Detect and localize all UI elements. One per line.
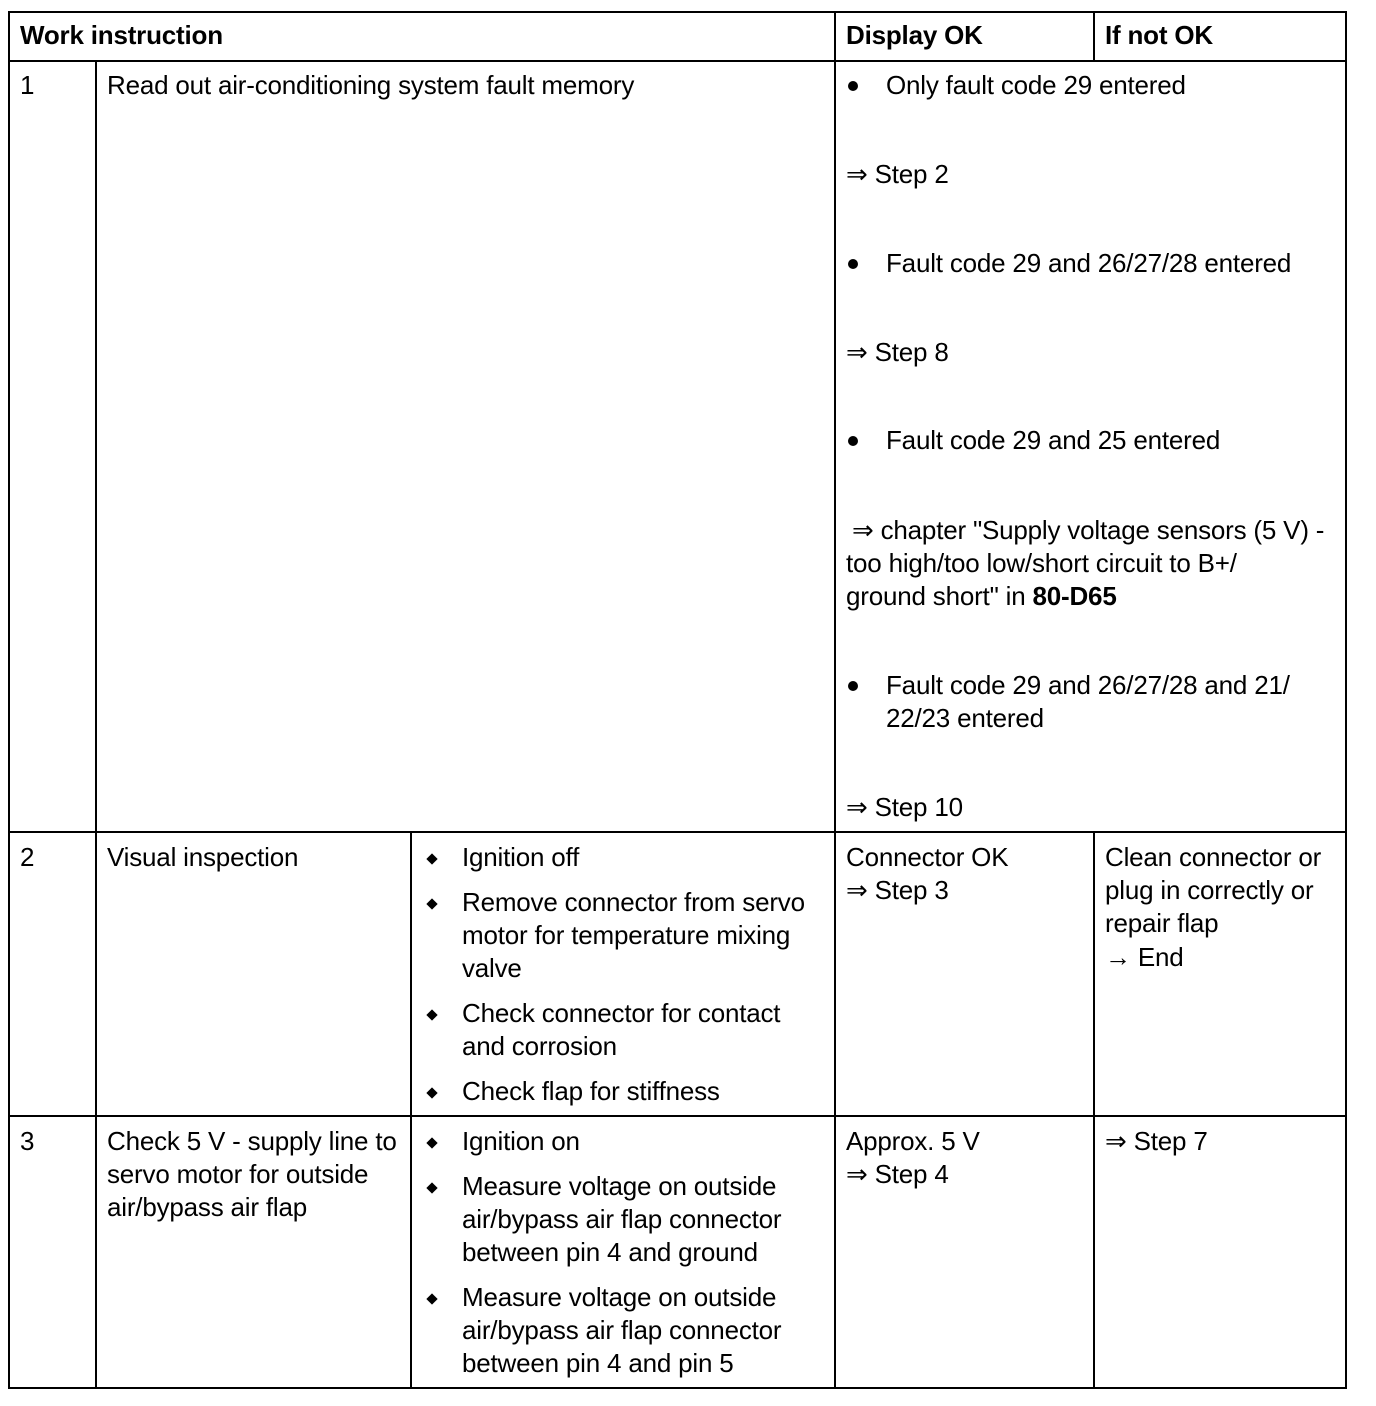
- row-1-goto-3-text: ground short" in: [846, 581, 1033, 611]
- row-2-step-1: Ignition off: [462, 842, 580, 872]
- bullet-icon: [848, 81, 858, 91]
- header-display-ok: Display OK: [846, 20, 983, 50]
- row-3-step-2-line3: between pin 4 and ground: [462, 1237, 758, 1267]
- row-1-goto-4: ⇒ Step 10: [846, 792, 963, 822]
- chapter-reference-link[interactable]: 80-D65: [1032, 581, 1117, 611]
- row-3-instruction-line3: air/bypass air flap: [107, 1192, 307, 1222]
- row-3-display-ok-line2: ⇒ Step 4: [846, 1159, 949, 1189]
- bullet-icon: [848, 681, 858, 691]
- row-3-instruction-line2: servo motor for outside: [107, 1159, 369, 1189]
- row-3-step-2-line1: Measure voltage on outside: [462, 1171, 777, 1201]
- row-3-instruction-line1: Check 5 V - supply line to: [107, 1126, 397, 1156]
- work-instruction-table: [8, 11, 1347, 1389]
- diamond-bullet-icon: [426, 1087, 437, 1098]
- diamond-bullet-icon: [426, 1293, 437, 1304]
- row-1-goto-2: ⇒ Step 8: [846, 337, 949, 367]
- table-border-top: [8, 11, 1347, 13]
- row-2-step-3-line1: Check connector for contact: [462, 998, 781, 1028]
- table-border-left: [8, 11, 10, 1389]
- row-2-display-ok-line1: Connector OK: [846, 842, 1009, 872]
- row-2-step-3-line2: and corrosion: [462, 1031, 617, 1061]
- diamond-bullet-icon: [426, 898, 437, 909]
- row-2-display-ok-line2: ⇒ Step 3: [846, 875, 949, 905]
- row-1-goto-3-line3: [846, 580, 1117, 613]
- row-1-number: 1: [20, 70, 35, 100]
- header-divider: [8, 60, 1347, 62]
- row-1-goto-1: ⇒ Step 2: [846, 159, 949, 189]
- row-2-not-ok-line1: Clean connector or: [1105, 842, 1322, 872]
- row-1-goto-3-line1: ⇒ chapter "Supply voltage sensors (5 V) -: [852, 515, 1325, 545]
- row-2-step-2-line2: motor for temperature mixing: [462, 920, 791, 950]
- header-if-not-ok: If not OK: [1105, 20, 1213, 50]
- col-divider-display: [834, 11, 836, 1389]
- row-1-result-3: Fault code 29 and 25 entered: [886, 425, 1221, 455]
- row-3-step-1: Ignition on: [462, 1126, 580, 1156]
- col-divider-notok-head: [1093, 11, 1095, 62]
- row-3-display-ok-line1: Approx. 5 V: [846, 1126, 980, 1156]
- diamond-bullet-icon: [426, 853, 437, 864]
- row-2-step-4: Check flap for stiffness: [462, 1076, 720, 1106]
- row-3-step-3-line2: air/bypass air flap connector: [462, 1315, 782, 1345]
- row-1-result-2: Fault code 29 and 26/27/28 entered: [886, 248, 1292, 278]
- bullet-icon: [848, 436, 858, 446]
- row-3-number: 3: [20, 1126, 35, 1156]
- row-1-result-4-line2: 22/23 entered: [886, 703, 1044, 733]
- col-divider-notok: [1093, 831, 1095, 1389]
- row-3-not-ok-line1: ⇒ Step 7: [1105, 1126, 1208, 1156]
- header-work-instruction: Work instruction: [20, 20, 223, 50]
- row-3-step-3-line3: between pin 4 and pin 5: [462, 1348, 734, 1378]
- bullet-icon: [848, 259, 858, 269]
- diamond-bullet-icon: [426, 1137, 437, 1148]
- col-divider-num: [95, 60, 97, 1389]
- row-2-number: 2: [20, 842, 35, 872]
- row-2-step-2-line1: Remove connector from servo: [462, 887, 805, 917]
- row-1-instruction: Read out air-conditioning system fault memory: [107, 70, 635, 100]
- row-2-step-2-line3: valve: [462, 953, 522, 983]
- row-1-result-1: Only fault code 29 entered: [886, 70, 1186, 100]
- row-3-step-3-line1: Measure voltage on outside: [462, 1282, 777, 1312]
- row-2-not-ok-line3: repair flap: [1105, 908, 1219, 938]
- row-1-goto-3-line2: too high/too low/short circuit to B+/: [846, 548, 1237, 578]
- row-2-instruction: Visual inspection: [107, 842, 299, 872]
- row-1-result-4-line1: Fault code 29 and 26/27/28 and 21/: [886, 670, 1290, 700]
- table-border-bottom: [8, 1387, 1347, 1389]
- row-3-step-2-line2: air/bypass air flap connector: [462, 1204, 782, 1234]
- diamond-bullet-icon: [426, 1009, 437, 1020]
- row-2-not-ok-line4: → End: [1105, 942, 1184, 972]
- row-2-not-ok-line2: plug in correctly or: [1105, 875, 1314, 905]
- row-divider-1: [8, 831, 1347, 833]
- diamond-bullet-icon: [426, 1182, 437, 1193]
- table-border-right: [1345, 11, 1347, 1389]
- row-divider-2: [8, 1115, 1347, 1117]
- col-divider-steps: [410, 831, 412, 1389]
